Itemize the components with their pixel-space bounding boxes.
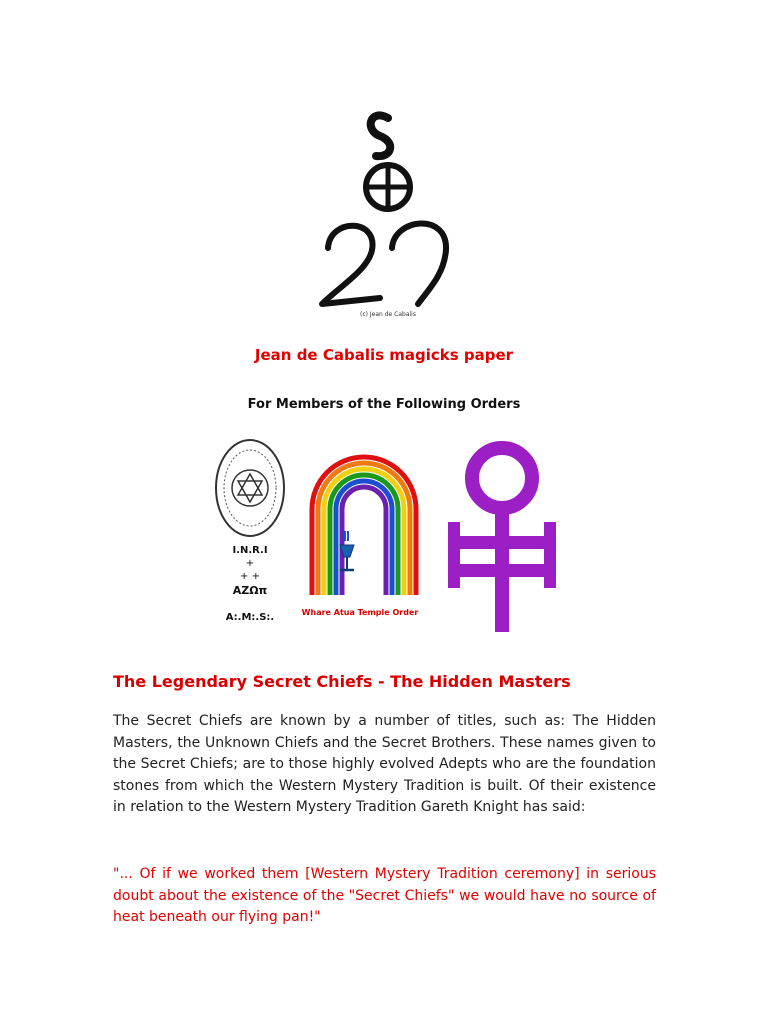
quote-paragraph: "... Of if we worked them [Western Mystery Tradition ceremony] in serious doubt about the existence of the "Secret Chiefs" we would have no source of heat beneath our flying pan!" [113, 866, 656, 925]
seal-cross-2: + + [240, 571, 260, 582]
sigil-logo [300, 100, 480, 325]
seal-ams: A:.M:.S:. [225, 612, 275, 623]
section-heading: The Legendary Secret Chiefs - The Hidden Masters [113, 672, 571, 691]
rainbow-arcs [312, 457, 416, 595]
seal-cross-1: + [245, 558, 255, 569]
seal-oval [216, 440, 284, 536]
rainbow-caption: Whare Atua Temple Order [301, 608, 419, 617]
body-paragraph: The Secret Chiefs are known by a number of titles, such as: The Hidden Masters, the Unknown Chiefs and the Secret Brothers. These names given to the Secret Chiefs; are to those highly evolved Adepts who are the foundation stones from which the Western Mystery Tradition is built. Of their existence in relation to the Western Mystery Tradition Gareth Knight has said: [113, 713, 656, 815]
seal-inri: I.N.R.I [232, 545, 268, 556]
logo-caption: (c) Jean de Cabalis [360, 311, 416, 318]
order-seal-emblem [205, 438, 295, 630]
purple-symbol-emblem [440, 440, 565, 632]
rainbow-emblem [300, 445, 440, 620]
page-subtitle: For Members of the Following Orders [247, 397, 521, 412]
seal-greek: AZΩπ [232, 584, 268, 597]
page-title: Jean de Cabalis magicks paper [254, 346, 514, 364]
